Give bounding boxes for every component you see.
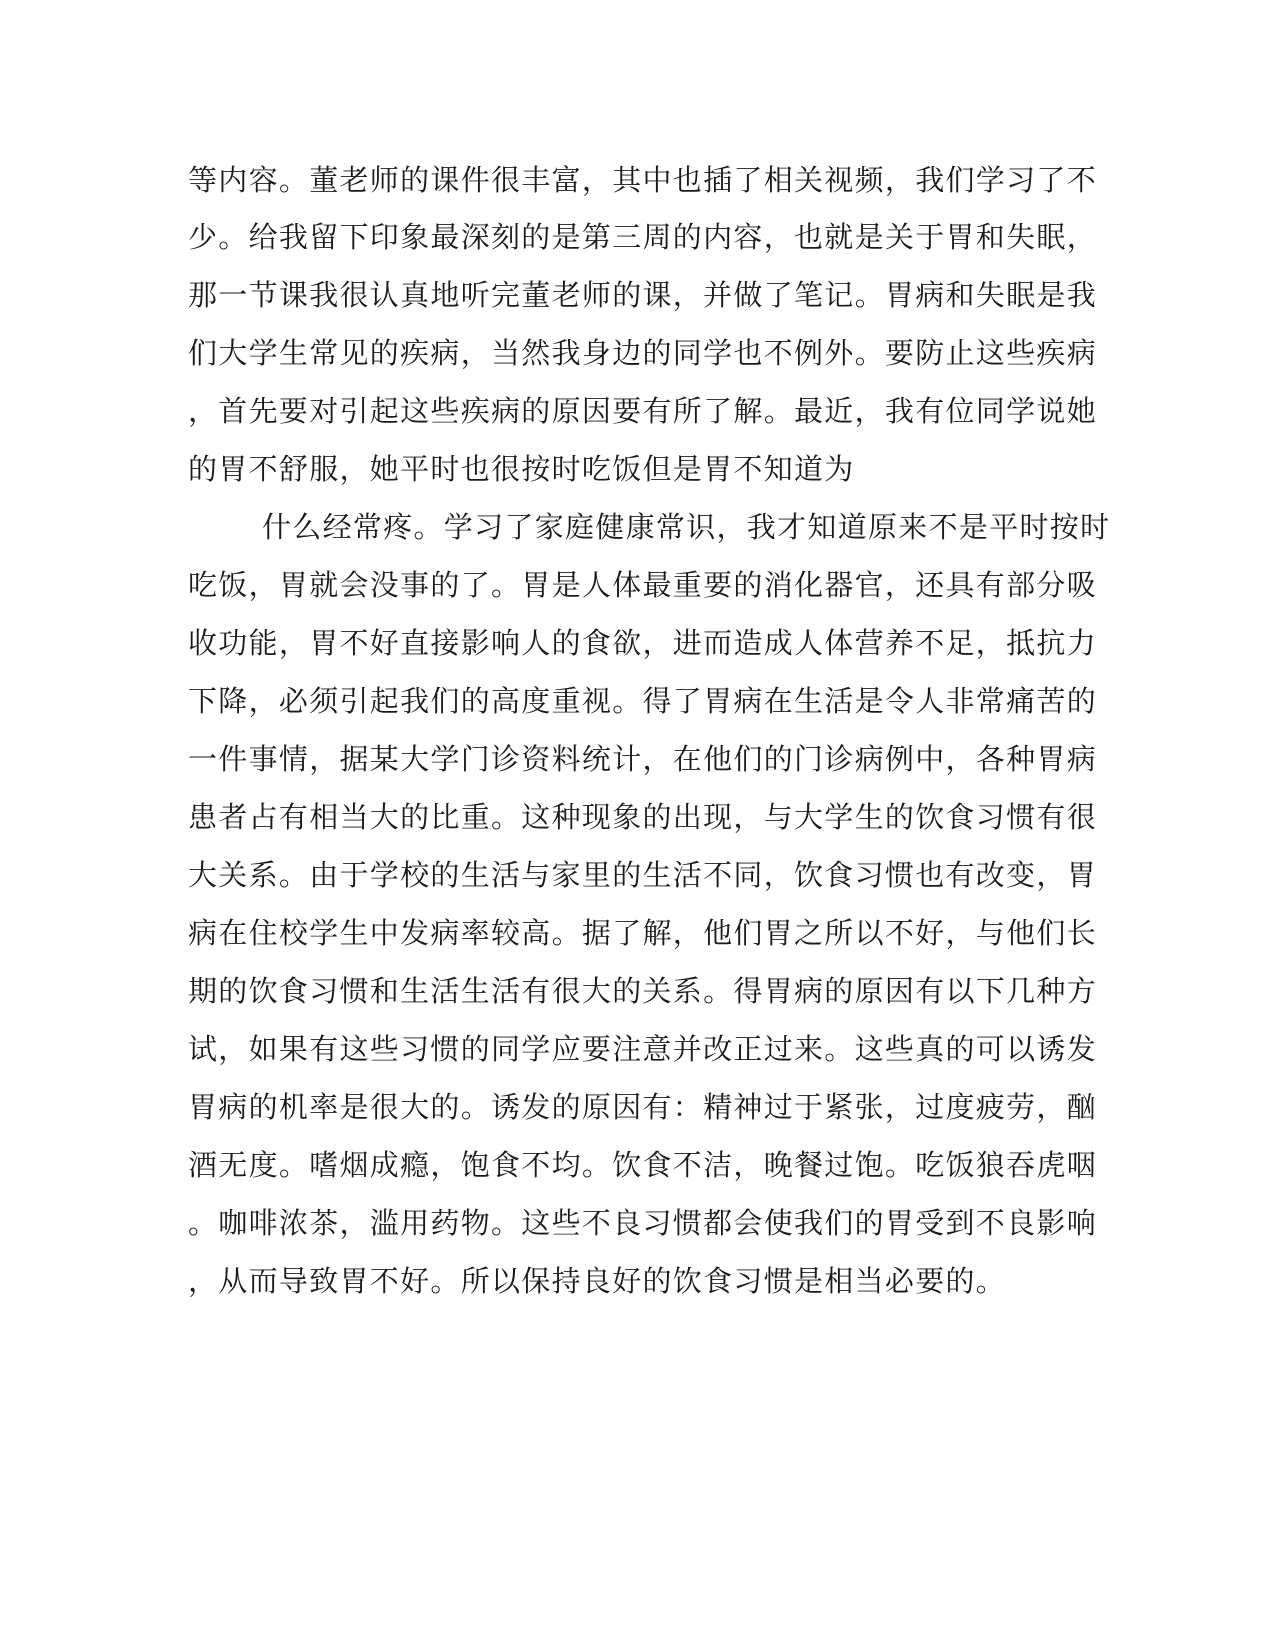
text-line: 大关系。由于学校的生活与家里的生活不同，饮食习惯也有改变，胃 [188, 858, 1098, 892]
text-line: ，首先要对引起这些疾病的原因要有所了解。最近，我有位同学说她 [188, 394, 1098, 428]
text-line: 胃病的机率是很大的。诱发的原因有：精神过于紧张，过度疲劳，酗 [188, 1090, 1098, 1124]
text-line: 等内容。董老师的课件很丰富，其中也插了相关视频，我们学习了不 [188, 163, 1098, 197]
text-line: 吃饭，胃就会没事的了。胃是人体最重要的消化器官，还具有部分吸 [188, 568, 1098, 602]
text-line: 下降，必须引起我们的高度重视。得了胃病在生活是令人非常痛苦的 [188, 684, 1098, 718]
text-line: ，从而导致胃不好。所以保持良好的饮食习惯是相当必要的。 [188, 1264, 1007, 1298]
text-line: 收功能，胃不好直接影响人的食欲，进而造成人体营养不足，抵抗力 [188, 626, 1098, 660]
text-line: 患者占有相当大的比重。这种现象的出现，与大学生的饮食习惯有很 [188, 800, 1098, 834]
text-line: 一件事情，据某大学门诊资料统计，在他们的门诊病例中，各种胃病 [188, 742, 1098, 776]
text-line: 那一节课我很认真地听完董老师的课，并做了笔记。胃病和失眠是我 [188, 278, 1098, 312]
text-line: 什么经常疼。学习了家庭健康常识，我才知道原来不是平时按时 [262, 510, 1111, 544]
text-line: 酒无度。嗜烟成瘾，饱食不均。饮食不洁，晚餐过饱。吃饭狼吞虎咽 [188, 1148, 1098, 1182]
text-line: 。咖啡浓茶，滥用药物。这些不良习惯都会使我们的胃受到不良影响 [188, 1206, 1098, 1240]
text-line: 们大学生常见的疾病，当然我身边的同学也不例外。要防止这些疾病 [188, 336, 1098, 370]
text-line: 期的饮食习惯和生活生活有很大的关系。得胃病的原因有以下几种方 [188, 974, 1098, 1008]
text-line: 试，如果有这些习惯的同学应要注意并改正过来。这些真的可以诱发 [188, 1032, 1098, 1066]
text-line: 少。给我留下印象最深刻的是第三周的内容，也就是关于胃和失眠， [188, 220, 1098, 254]
text-line: 病在住校学生中发病率较高。据了解，他们胃之所以不好，与他们长 [188, 916, 1098, 950]
text-line: 的胃不舒服，她平时也很按时吃饭但是胃不知道为 [188, 452, 855, 486]
